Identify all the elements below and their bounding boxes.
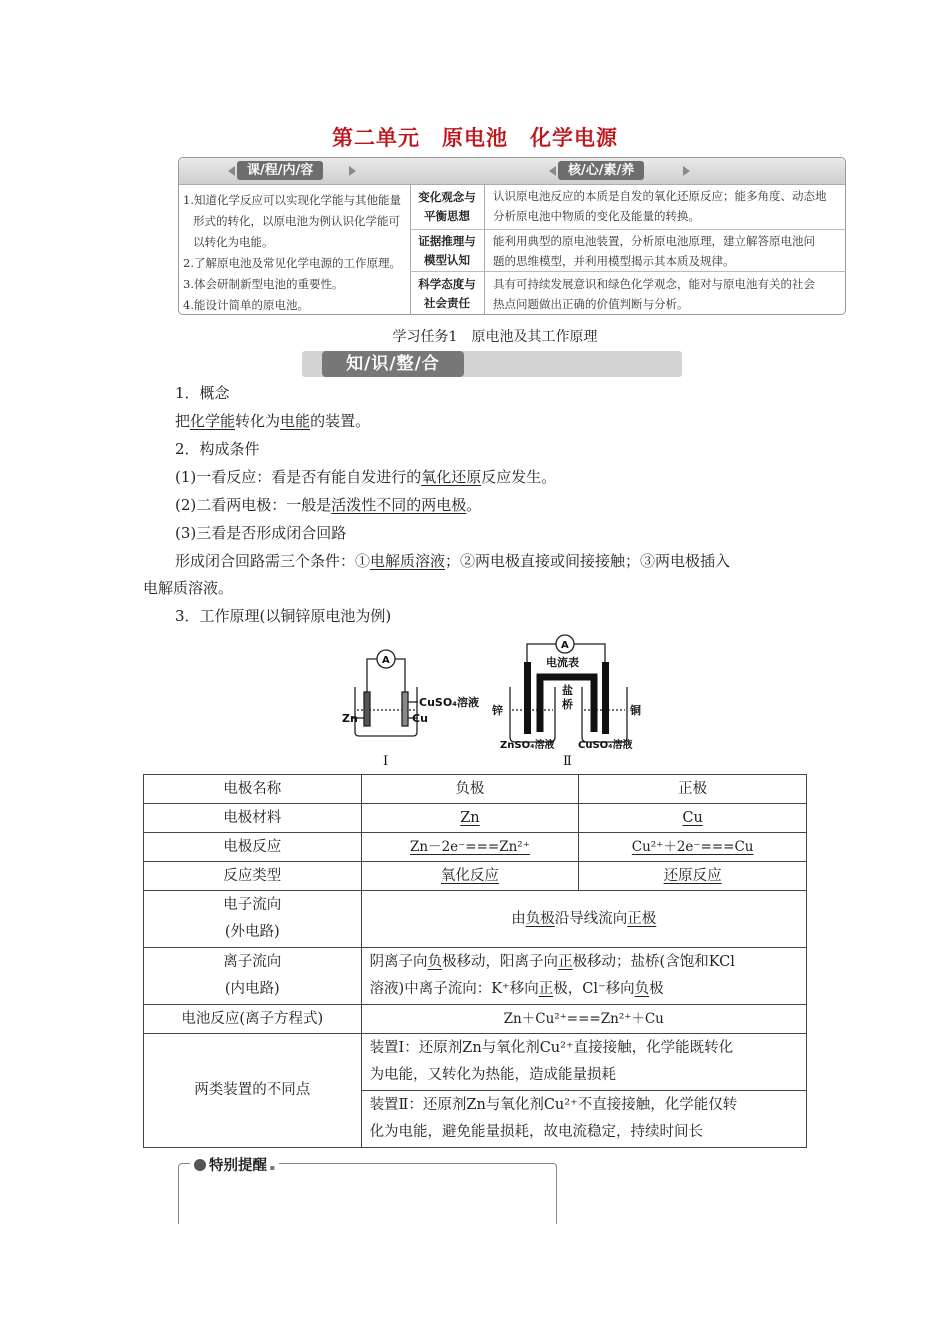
literacy-desc: 认识原电池反应的本质是自发的氧化还原反应；能多角度、动态地 分析原电池中物质的变化及能量的转换。 [493, 189, 827, 223]
table-row: 电子流向 (外电路) 由负极沿导线流向正极 [144, 891, 807, 948]
divider [484, 184, 485, 315]
svg-text:Ⅱ: Ⅱ [563, 754, 572, 769]
arrow-right-icon [349, 166, 356, 176]
table-row: 电极名称 负极 正极 [144, 775, 807, 804]
literacy-desc: 能利用典型的原电池装置，分析原电池原理，建立解答原电池问 题的思维模型，并利用模型揭示其本质及规律。 [493, 234, 815, 268]
cell-diagram [330, 632, 650, 772]
arrow-left-icon [228, 166, 235, 176]
paragraph: (3)三看是否形成闭合回路 [175, 524, 347, 542]
svg-text:CuSO₄溶液: CuSO₄溶液 [578, 740, 633, 751]
table-row: 装置Ⅱ：还原剂Zn与氧化剂Cu²⁺不直接接触，化学能仅转 化为电能，避免能量损耗，故电流稳定，持续时间长 [144, 1091, 807, 1148]
literacy-name: 科学态度与 社会责任 [418, 277, 476, 310]
note-label: 特别提醒 ▪ [190, 1154, 279, 1175]
table-row: 电极反应 Zn－2e⁻===Zn²⁺ Cu²⁺＋2e⁻===Cu [144, 833, 807, 862]
arrow-right-icon [683, 166, 690, 176]
principle-table [143, 774, 807, 1148]
svg-text:Ⅰ: Ⅰ [383, 754, 389, 769]
literacy-tag: 核/心/素/养 [558, 161, 644, 180]
table-row: 电极材料 Zn Cu [144, 804, 807, 833]
divider [410, 271, 846, 272]
paragraph: (1)一看反应：看是否有能自发进行的氧化还原反应发生。 [175, 468, 557, 486]
beaker-icon [510, 687, 555, 742]
svg-text:盐: 盐 [562, 684, 573, 697]
svg-text:桥: 桥 [562, 698, 573, 711]
task-title: 学习任务1 原电池及其工作原理 [392, 329, 598, 345]
svg-text:ZnSO₄溶液: ZnSO₄溶液 [500, 740, 555, 751]
objectives-table [178, 157, 846, 315]
section-heading: 1．概念 [175, 384, 230, 402]
table-row: 两类装置的不同点 装置Ⅰ：还原剂Zn与氧化剂Cu²⁺直接接触，化学能既转化 为电能，又转化为热能，造成能量损耗 [144, 1034, 807, 1091]
svg-text:A: A [382, 655, 390, 666]
literacy-desc: 具有可持续发展意识和绿色化学观念，能对与原电池有关的社会 热点问题做出正确的价值判断与分析。 [493, 277, 815, 311]
paragraph: 电解质溶液。 [143, 579, 234, 597]
divider [410, 229, 846, 230]
table-row: 离子流向 (内电路) 阴离子向负极移动，阳离子向正极移动；盐桥(含饱和KCl 溶液)中离子流向：K⁺移向正极，Cl⁻移向负极 [144, 948, 807, 1005]
page-title: 第二单元 原电池 化学电源 [332, 126, 618, 150]
note-icon [194, 1159, 206, 1171]
table-row: 反应类型 氧化反应 还原反应 [144, 862, 807, 891]
arrow-left-icon [549, 166, 556, 176]
table-row: 电池反应(离子方程式) Zn＋Cu²⁺===Zn²⁺＋Cu [144, 1005, 807, 1034]
section-heading: 2．构成条件 [175, 440, 260, 458]
svg-text:电流表: 电流表 [546, 656, 579, 669]
course-tag: 课/程/内/容 [237, 161, 323, 180]
section-heading: 3．工作原理(以铜锌原电池为例) [175, 607, 392, 625]
section-banner: 知/识/整/合 [322, 351, 464, 377]
svg-text:A: A [561, 640, 569, 651]
svg-text:Cu: Cu [412, 712, 428, 725]
paragraph: (2)二看两电极：一般是活泼性不同的两电极。 [175, 496, 482, 514]
svg-text:锌: 锌 [492, 704, 503, 717]
paragraph: 把化学能转化为电能的装置。 [175, 412, 371, 430]
svg-text:铜: 铜 [630, 704, 641, 717]
svg-text:Zn: Zn [342, 712, 358, 725]
literacy-name: 变化观念与 平衡思想 [418, 190, 476, 223]
course-content: 1.知道化学反应可以实现化学能与其他能量 形式的转化，以原电池为例认识化学能可 以转化为电能。 2.了解原电池及常见化学电源的工作原理。 3.体会研制新型电池的重要性。 4.能设计简单的原电池。 [183, 193, 401, 312]
svg-text:CuSO₄溶液: CuSO₄溶液 [419, 696, 479, 709]
paragraph: 形成闭合回路需三个条件：①电解质溶液；②两电极直接或间接接触；③两电极插入 [175, 552, 731, 570]
literacy-name: 证据推理与 模型认知 [418, 234, 476, 267]
